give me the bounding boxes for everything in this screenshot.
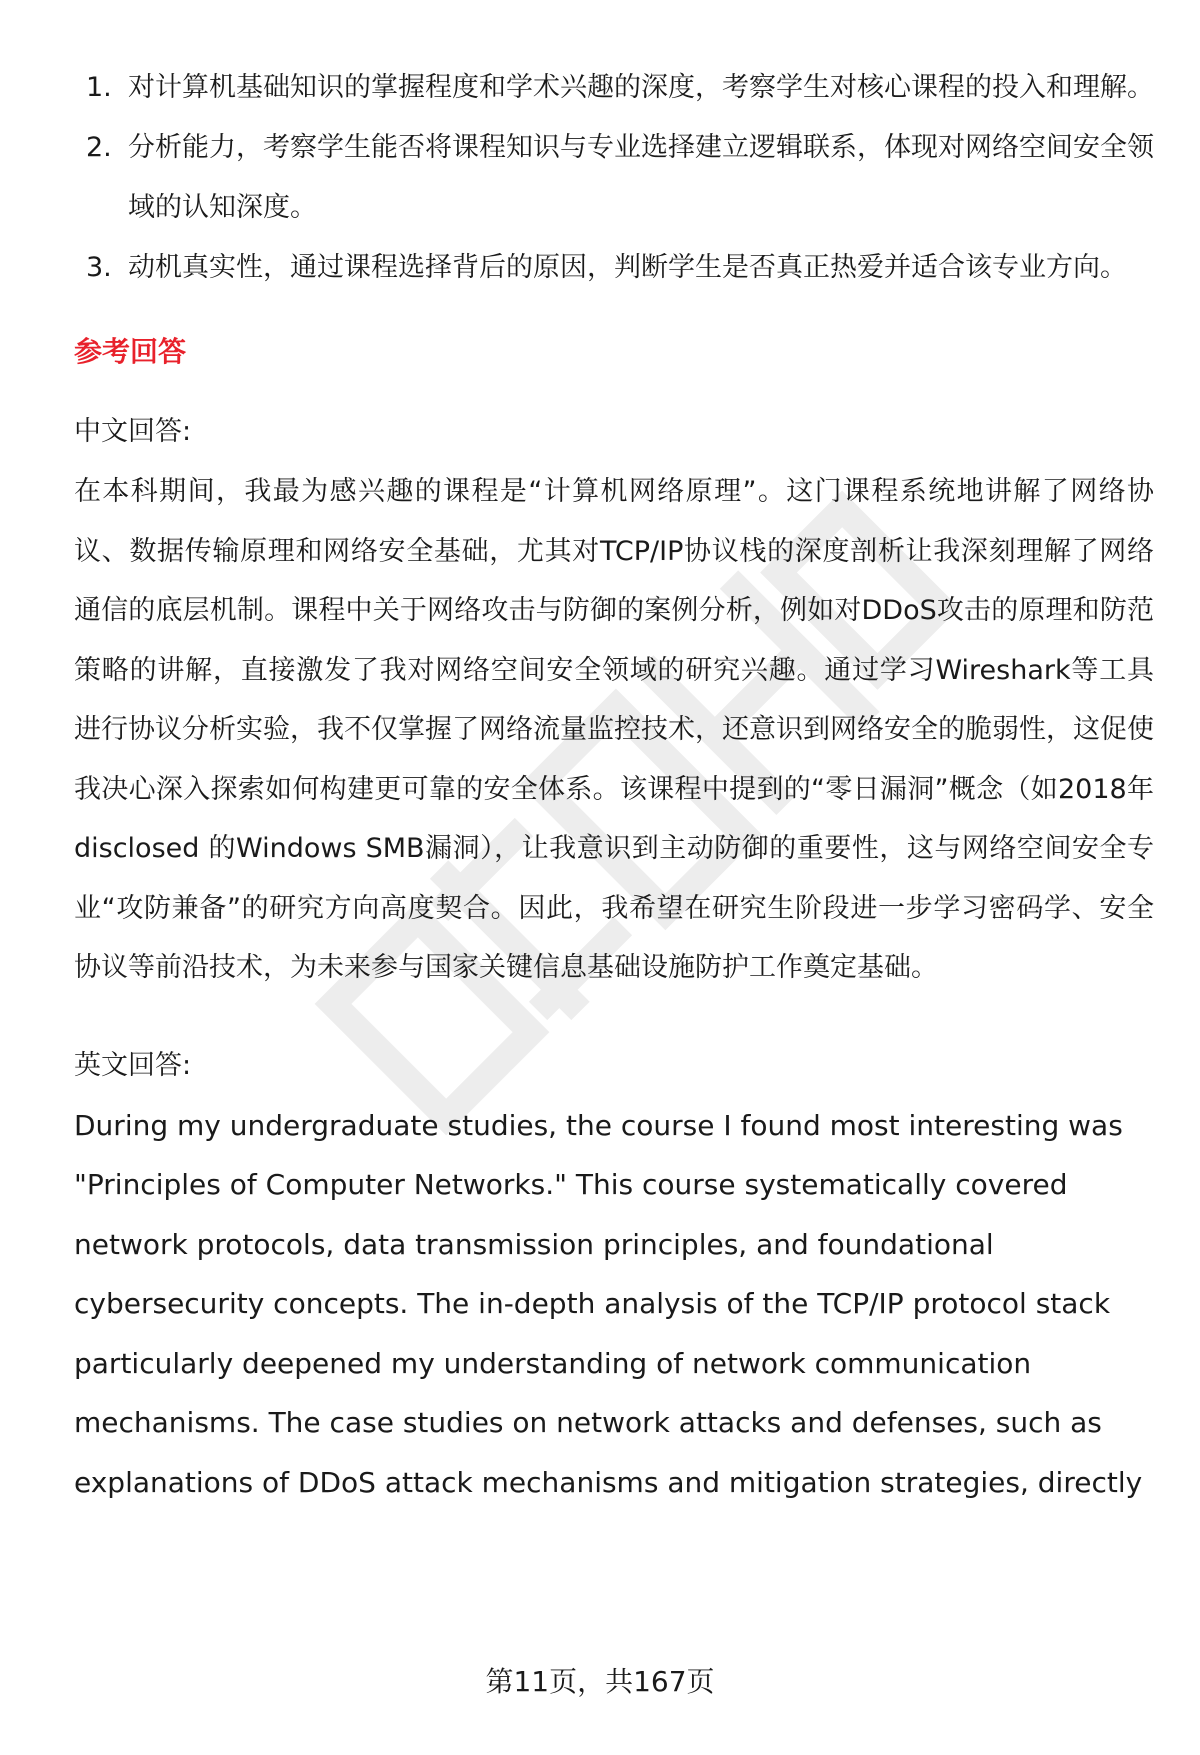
english-answer-label: 英文回答: [74,1049,192,1081]
document-body [74,58,1154,1512]
reference-answer-heading: 参考回答 [74,335,187,368]
criteria-item [74,58,1154,118]
criteria-number: 2. [86,132,112,163]
criteria-text: 动机真实性，通过课程选择背后的原因，判断学生是否真正热爱并适合该专业方向。 [128,252,1127,283]
chinese-answer-text: 在本科期间，我最为感兴趣的课程是“计算机网络原理”。这门课程系统地讲解了网络协议、数据传输原理和网络安全基础，尤其对TCP/IP协议栈的深度剖析让我深刻理解了网络通信的底层机制。课程中关于网络攻击与防御的案例分析，例如对DDoS攻击的原理和防范策略的讲解，直接激发了我对网络空间安全领域的研究兴趣。通过学习Wireshark等工具进行协议分析实验，我不仅掌握了网络流量监控技术，还意识到网络安全的脆弱性，这促使我决心深入探索如何构建更可靠的安全体系。该课程中提到的“零日漏洞”概念（如2018年 disclosed 的Windows SMB漏洞），让我意识到主动防御的重要性，这与网络空间安全专业“攻防兼备”的研究方向高度契合。因此，我希望在研究生阶段进一步学习密码学、安全协议等前沿技术，为未来参与国家关键信息基础设施防护工作奠定基础。 [74,476,1154,983]
criteria-text: 分析能力，考察学生能否将课程知识与专业选择建立逻辑联系，体现对网络空间安全领域的认知深度。 [128,132,1154,223]
chinese-answer-label: 中文回答: [74,416,192,447]
page-footer: 第11页，共167页 [485,1665,715,1698]
english-answer-text: During my undergraduate studies, the course I found most interesting was "Principles of Computer Networks." This course systematically covered network protocols, data transmission principles, and foundational cybersecurity concepts. The in-depth analysis of the TCP/IP protocol stack particularly deepened my understanding of network communication mechanisms. The case studies on network attacks and defenses, such as explanations of DDoS attack mechanisms and mitigation strategies, directly [74,1108,1143,1499]
criteria-number: 3. [86,252,112,283]
criteria-item [74,118,1154,238]
evaluation-criteria-list [74,58,1154,298]
criteria-text: 对计算机基础知识的掌握程度和学术兴趣的深度，考察学生对核心课程的投入和理解。 [128,72,1154,103]
criteria-item [74,238,1154,298]
criteria-number: 1. [86,72,112,103]
